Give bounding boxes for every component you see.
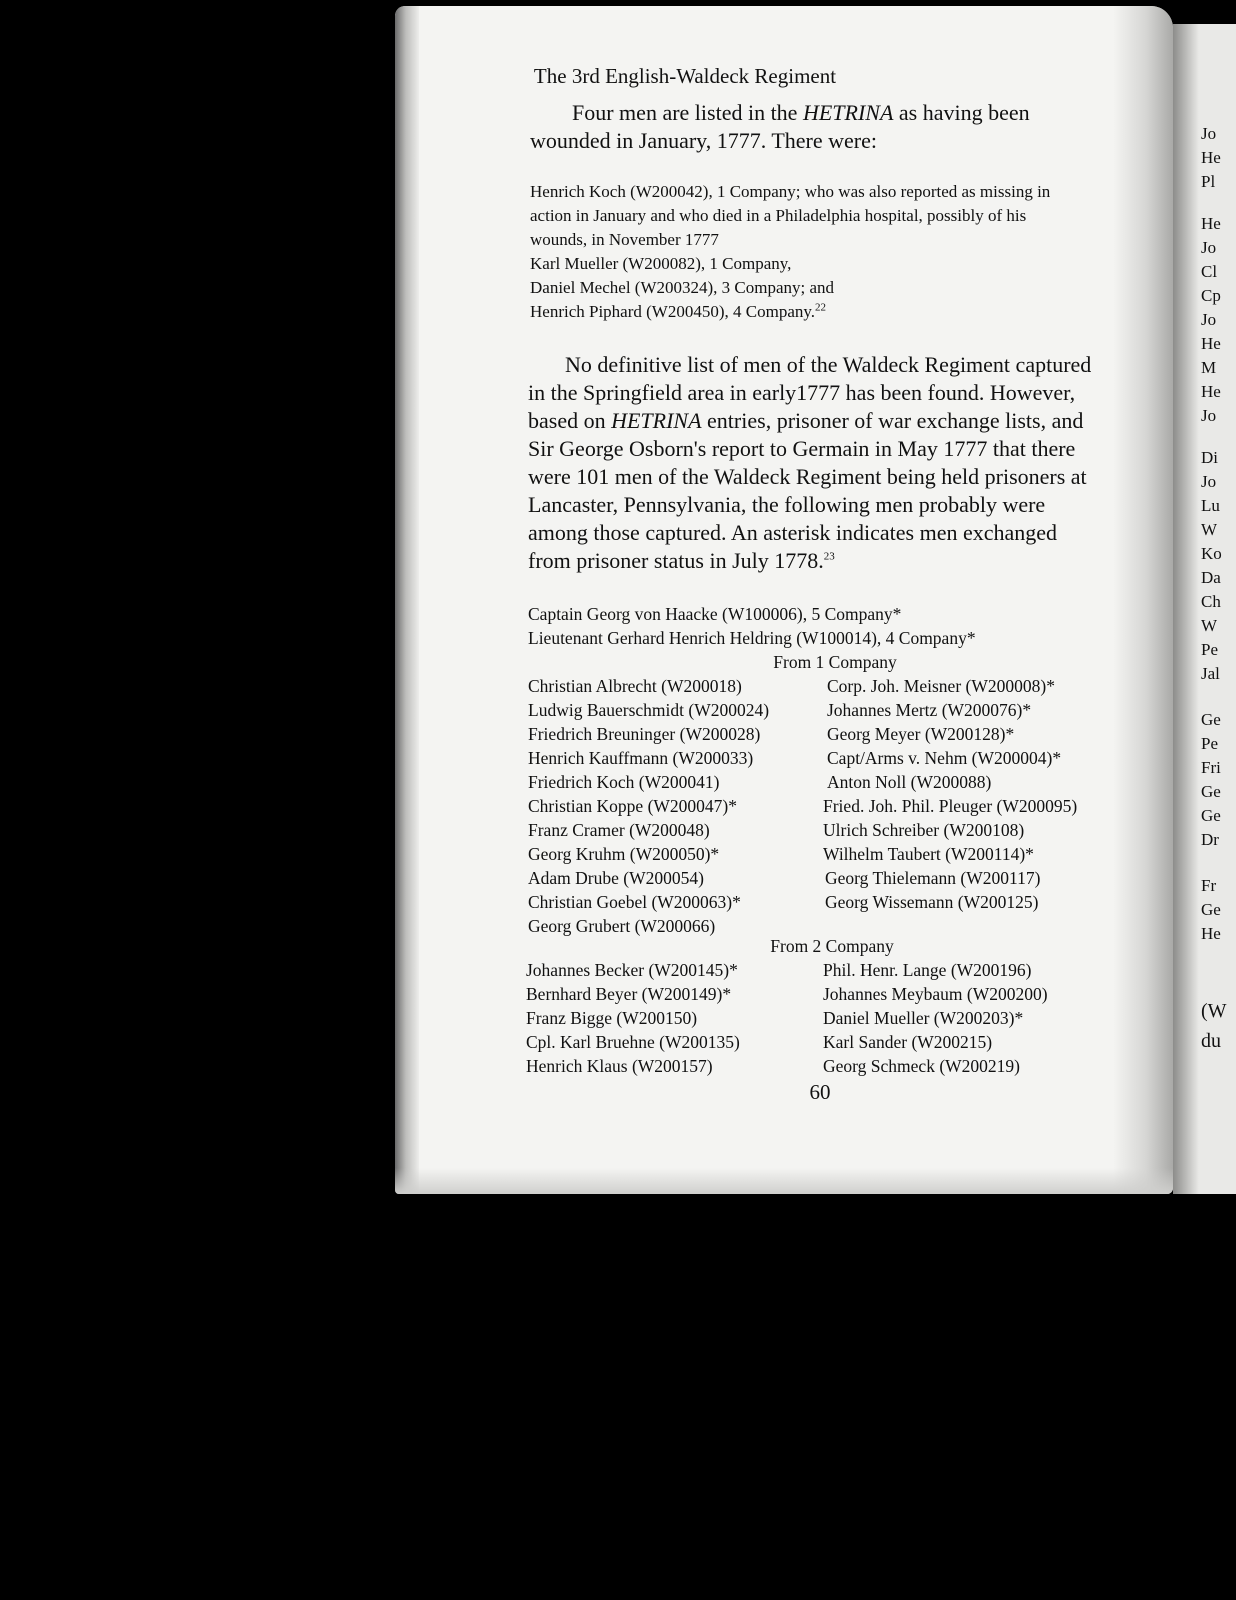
facing-fragment: Jo <box>1201 124 1217 143</box>
facing-fragment: Dr <box>1201 830 1219 849</box>
officer-entry: Lieutenant Gerhard Henrich Heldring (W100014), 4 Company* <box>528 628 976 648</box>
running-head: The 3rd English-Waldeck Regiment <box>533 64 837 88</box>
facing-fragment: He <box>1201 382 1221 401</box>
page-number: 60 <box>809 1080 831 1104</box>
facing-fragment: Lu <box>1201 496 1220 515</box>
roster-entry: Georg Kruhm (W200050)* <box>528 844 720 864</box>
roster-entry: Henrich Klaus (W200157) <box>526 1056 713 1076</box>
page-spine-shadow <box>395 6 419 1194</box>
facing-fragment: He <box>1201 148 1221 167</box>
roster-entry: Christian Goebel (W200063)* <box>528 892 741 912</box>
facing-fragment: Ge <box>1201 900 1221 919</box>
paragraph-line: in the Springfield area in early1777 has been found. However, <box>528 380 1076 405</box>
roster-entry: Johannes Mertz (W200076)* <box>827 700 1032 720</box>
facing-fragment: Ge <box>1201 806 1221 825</box>
roster-entry: Georg Schmeck (W200219) <box>823 1056 1020 1076</box>
facing-fragment: Jo <box>1201 472 1217 491</box>
paragraph-line: No definitive list of men of the Waldeck Regiment captured <box>565 352 1092 377</box>
roster-entry: Anton Noll (W200088) <box>827 772 992 792</box>
roster-entry: Franz Bigge (W200150) <box>526 1008 698 1028</box>
facing-fragment: Pl <box>1201 172 1216 191</box>
facing-fragment: Ko <box>1201 544 1222 563</box>
facing-fragment: Di <box>1201 448 1218 467</box>
wounded-entry: Henrich Koch (W200042), 1 Company; who was also reported as missing in <box>530 182 1051 201</box>
wounded-entry: action in January and who died in a Philadelphia hospital, possibly of his <box>530 206 1027 225</box>
roster-entry: Christian Albrecht (W200018) <box>528 676 742 696</box>
facing-fragment: M <box>1201 358 1217 377</box>
paragraph-line: among those captured. An asterisk indicates men exchanged <box>528 520 1058 545</box>
facing-fragment: Fri <box>1201 758 1221 777</box>
facing-fragment: Cp <box>1201 286 1221 305</box>
roster-entry: Wilhelm Taubert (W200114)* <box>823 844 1034 864</box>
facing-fragment: Ch <box>1201 592 1221 611</box>
facing-fragment: W <box>1201 520 1218 539</box>
roster-entry: Capt/Arms v. Nehm (W200004)* <box>827 748 1062 768</box>
company-heading: From 2 Company <box>770 936 894 956</box>
roster-entry: Friedrich Koch (W200041) <box>528 772 720 792</box>
roster-entry: Franz Cramer (W200048) <box>528 820 710 840</box>
facing-fragment: He <box>1201 214 1221 233</box>
intro-line: wounded in January, 1777. There were: <box>530 128 878 153</box>
paragraph-line: Lancaster, Pennsylvania, the following men probably were <box>528 492 1046 517</box>
wounded-entry: Karl Mueller (W200082), 1 Company, <box>530 254 792 273</box>
wounded-entry: wounds, in November 1777 <box>530 230 719 249</box>
facing-fragment: Ge <box>1201 710 1221 729</box>
roster-entry: Georg Thielemann (W200117) <box>825 868 1041 888</box>
intro-line: Four men are listed in the HETRINA as having been <box>572 100 1030 125</box>
roster-entry: Daniel Mueller (W200203)* <box>823 1008 1024 1028</box>
roster-entry: Friedrich Breuninger (W200028) <box>528 724 761 744</box>
facing-fragment: He <box>1201 924 1221 943</box>
roster-entry: Corp. Joh. Meisner (W200008)* <box>827 676 1055 696</box>
roster-entry: Karl Sander (W200215) <box>823 1032 993 1052</box>
facing-fragment: Ge <box>1201 782 1221 801</box>
paragraph-line: were 101 men of the Waldeck Regiment being held prisoners at <box>528 464 1087 489</box>
facing-page-shadow <box>1173 24 1199 1194</box>
facing-fragment: Fr <box>1201 876 1217 895</box>
roster-entry: Georg Grubert (W200066) <box>528 916 716 936</box>
facing-page-edge <box>1173 24 1236 1194</box>
officer-entry: Captain Georg von Haacke (W100006), 5 Company* <box>528 604 902 624</box>
roster-entry: Johannes Meybaum (W200200) <box>823 984 1048 1004</box>
roster-entry: Georg Wissemann (W200125) <box>825 892 1039 912</box>
page-gutter-shadow <box>1113 6 1173 1194</box>
facing-fragment: Pe <box>1201 734 1218 753</box>
roster-entry: Bernhard Beyer (W200149)* <box>526 984 732 1004</box>
paragraph-line: Sir George Osborn's report to Germain in May 1777 that there <box>528 436 1076 461</box>
roster-entry: Henrich Kauffmann (W200033) <box>528 748 754 768</box>
facing-fragment: (W <box>1201 1000 1227 1022</box>
facing-fragment: Jo <box>1201 406 1217 425</box>
footnote-ref: 22 <box>815 301 827 314</box>
roster-entry: Georg Meyer (W200128)* <box>827 724 1015 744</box>
roster-entry: Ludwig Bauerschmidt (W200024) <box>528 700 770 720</box>
roster-entry: Cpl. Karl Bruehne (W200135) <box>526 1032 740 1052</box>
facing-fragment: He <box>1201 334 1221 353</box>
roster-entry: Fried. Joh. Phil. Pleuger (W200095) <box>823 796 1078 816</box>
facing-fragment: Cl <box>1201 262 1218 281</box>
facing-fragment: Da <box>1201 568 1221 587</box>
roster-entry: Adam Drube (W200054) <box>528 868 704 888</box>
roster-entry: Ulrich Schreiber (W200108) <box>823 820 1025 840</box>
paragraph-line: based on HETRINA entries, prisoner of war exchange lists, and <box>528 408 1084 433</box>
roster-entry: Christian Koppe (W200047)* <box>528 796 737 816</box>
roster-entry: Johannes Becker (W200145)* <box>526 960 738 980</box>
facing-fragment: Pe <box>1201 640 1218 659</box>
page-bottom-shadow <box>395 1168 1173 1194</box>
footnote-ref: 23 <box>823 550 835 563</box>
roster-entry: Phil. Henr. Lange (W200196) <box>823 960 1032 980</box>
company-heading: From 1 Company <box>773 652 897 672</box>
facing-fragment: du <box>1201 1030 1221 1052</box>
wounded-entry: Daniel Mechel (W200324), 3 Company; and <box>530 278 835 297</box>
facing-fragment: Jo <box>1201 238 1217 257</box>
facing-fragment: W <box>1201 616 1218 635</box>
facing-fragment: Jo <box>1201 310 1217 329</box>
wounded-entry: Henrich Piphard (W200450), 4 Company.$^{22}$ <box>530 301 827 321</box>
facing-fragment: Jal <box>1201 664 1220 683</box>
paragraph-line: from prisoner status in July 1778.23 <box>528 548 835 573</box>
